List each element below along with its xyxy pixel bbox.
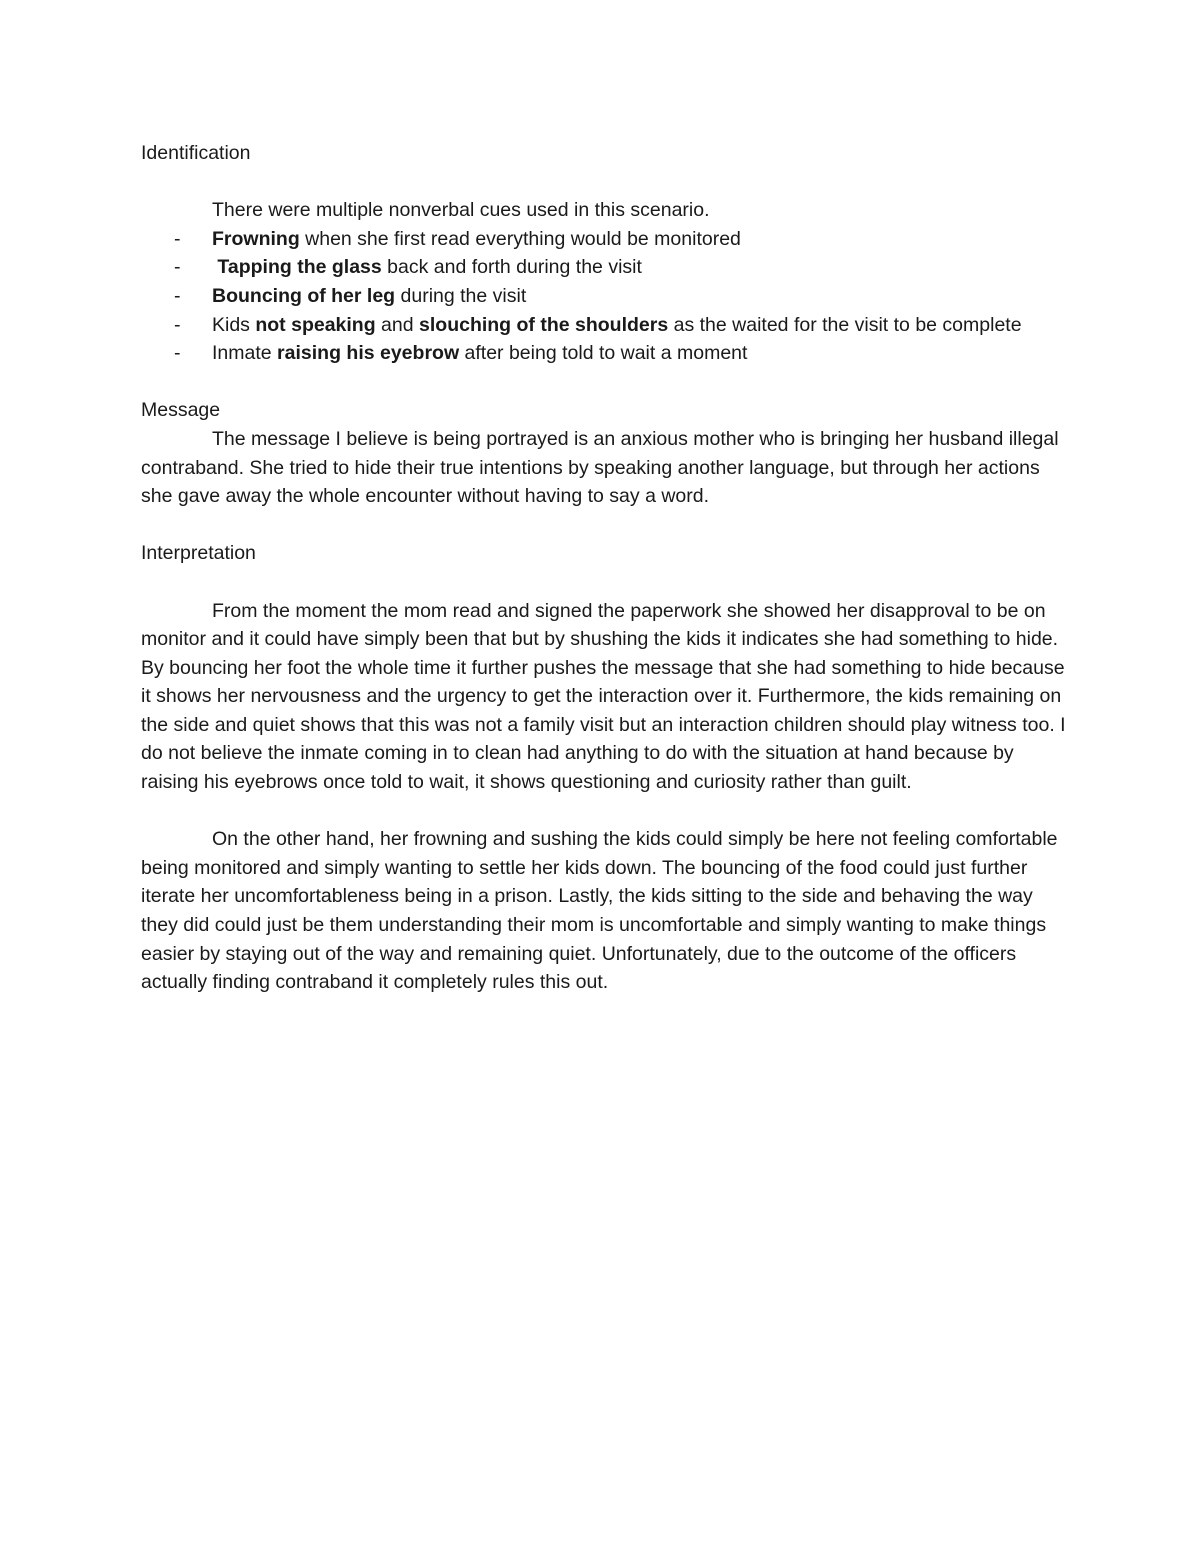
- list-dash: -: [174, 256, 181, 279]
- cue-bold-text: raising his eyebrow: [277, 342, 460, 365]
- spacer: [141, 568, 1066, 597]
- cue-bold-text: slouching of the shoulders: [419, 313, 669, 336]
- cue-item-frowning: [141, 225, 1066, 254]
- interpretation-heading: Interpretation: [141, 542, 256, 565]
- list-dash: -: [174, 284, 181, 307]
- interpretation-paragraph-1: From the moment the mom read and signed the paperwork she showed her disapproval to be on monitor and it could have simply been that but by shushing the kids it indicates she had something to hide. By bouncing her foot the whole time it further pushes the message that she had something to hide because it shows her nervousness and the urgency to get the interaction over it. Furthermore, the kids remaining on the side and quiet shows that this was not a family visit but an interaction children should play witness too. I do not believe the inmate coming in to clean had anything to do with the situation at hand because by raising his eyebrows once told to wait, it shows questioning and curiosity rather than guilt.: [141, 599, 1066, 794]
- cue-item-tapping: [141, 253, 1066, 282]
- spacer: [141, 511, 1066, 540]
- cue-bold-text: Frowning: [212, 227, 300, 250]
- cue-text: after being told to wait a moment: [459, 342, 748, 365]
- identification-heading: Identification: [141, 142, 251, 164]
- list-dash: -: [174, 227, 181, 250]
- interpretation-paragraph-2: On the other hand, her frowning and sushing the kids could simply be here not feeling comfortable being monitored and simply wanting to settle her kids down. The bouncing of the food could just further iterate her uncomfortableness being in a prison. Lastly, the kids sitting to the side and behaving the way they did could just be them understanding their mom is uncomfortable and simply wanting to make things easier by staying out of the way and remaining quiet. Unfortunately, due to the outcome of the officers actually finding contraband it completely rules this out.: [141, 828, 1058, 994]
- cue-bold-text: not speaking: [255, 313, 376, 336]
- cue-text: Kids: [212, 313, 256, 336]
- list-dash: -: [174, 342, 181, 365]
- cue-item-bouncing: [141, 282, 1066, 311]
- message-heading: Message: [141, 399, 221, 422]
- cue-text: and: [375, 313, 420, 336]
- nonverbal-cue-list: [141, 225, 1066, 368]
- spacer: [141, 368, 1066, 397]
- cue-text: back and forth during the visit: [381, 256, 642, 279]
- spacer: [141, 797, 1066, 826]
- cue-text: when she first read everything would be monitored: [299, 227, 741, 250]
- list-dash: -: [174, 313, 181, 336]
- cue-bold-text: Bouncing of her leg: [212, 284, 396, 307]
- cue-item-inmate: [141, 339, 1066, 368]
- cue-text: as the waited for the visit to be complete: [668, 313, 1022, 336]
- cue-item-kids: [141, 311, 1066, 340]
- cue-bold-text: Tapping the glass: [212, 256, 382, 279]
- identification-intro: There were multiple nonverbal cues used in this scenario.: [212, 199, 710, 222]
- document-page: [141, 139, 1066, 997]
- message-paragraph: The message I believe is being portrayed is an anxious mother who is bringing her husband illegal contraband. She tried to hide their true intentions by speaking another language, but through her actions she gave away the whole encounter without having to say a word.: [141, 427, 1059, 508]
- cue-text: Inmate: [212, 342, 278, 365]
- cue-text: during the visit: [395, 284, 527, 307]
- spacer: [141, 168, 1066, 197]
